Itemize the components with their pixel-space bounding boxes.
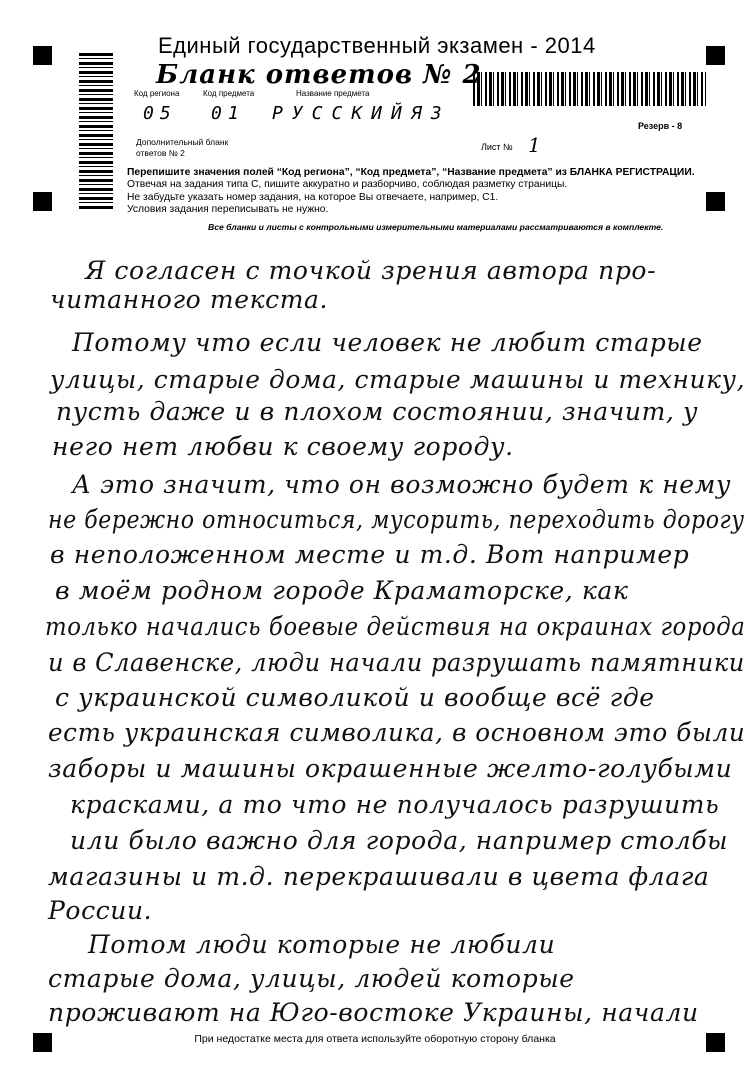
subject-name-value: РУССКИЙЯЗ bbox=[272, 103, 451, 124]
answer-line: него нет любви к своему городу. bbox=[52, 432, 514, 461]
answer-line: России. bbox=[48, 896, 153, 925]
answer-line: пусть даже и в плохом состоянии, значит, у bbox=[56, 397, 699, 426]
subject-name-label: Название предмета bbox=[296, 89, 370, 98]
exam-title: Единый государственный экзамен - 2014 bbox=[158, 33, 596, 58]
answer-line: не бережно относиться, мусорить, переходить дорогу bbox=[48, 505, 745, 534]
answer-line: красками, а то что не получалось разрушить bbox=[70, 790, 720, 819]
sheet-number-label: Лист № bbox=[481, 142, 513, 152]
additional-form-label: Дополнительный бланк ответов № 2 bbox=[136, 137, 229, 158]
answer-line: Я согласен с точкой зрения автора про- bbox=[85, 256, 657, 285]
subject-code-label: Код предмета bbox=[203, 89, 255, 98]
region-code-value: 05 bbox=[143, 103, 177, 124]
answer-line: только начались боевые действия на окраинах города bbox=[45, 612, 746, 641]
answer-line: старые дома, улицы, людей которые bbox=[48, 964, 575, 993]
footer-note: При недостатке места для ответа используйте оборотную сторону бланка bbox=[194, 1033, 556, 1045]
answer-line: читанного текста. bbox=[50, 285, 329, 314]
region-code-label: Код региона bbox=[134, 89, 180, 98]
answer-line: с украинской символикой и вообще всё где bbox=[55, 683, 655, 712]
instruction-line: Отвечая на задания типа С, пишите аккуратно и разборчиво, соблюдая разметку страницы. bbox=[127, 179, 568, 191]
instruction-line: Условия задания переписывать не нужно. bbox=[127, 204, 329, 216]
instruction-line: Не забудьте указать номер задания, на которое Вы отвечаете, например, С1. bbox=[127, 191, 499, 203]
answer-line: улицы, старые дома, старые машины и технику, bbox=[50, 365, 746, 394]
answer-line: есть украинская символика, в основном это были bbox=[48, 718, 746, 747]
answer-line: проживают на Юго-востоке Украины, начали bbox=[48, 998, 699, 1027]
answer-line: в моём родном городе Краматорске, как bbox=[55, 576, 629, 605]
answer-line: магазины и т.д. перекрашивали в цвета флага bbox=[48, 862, 710, 891]
answer-line: Потом люди которые не любили bbox=[88, 930, 556, 959]
answer-line: заборы и машины окрашенные желто-голубыми bbox=[48, 754, 733, 783]
answer-line: и в Славенске, люди начали разрушать памятники bbox=[48, 648, 745, 677]
form-title: Бланк ответов № 2 bbox=[156, 60, 482, 90]
answer-line: А это значит, что он возможно будет к нему bbox=[72, 470, 732, 499]
answer-line: или было важно для города, например столбы bbox=[70, 826, 729, 855]
answer-line: в неположенном месте и т.д. Вот например bbox=[50, 540, 690, 569]
instruction-line: Перепишите значения полей “Код региона”, “Код предмета”, “Название предмета” из БЛАНКА РЕГИСТРАЦИИ. bbox=[127, 167, 695, 178]
kit-note: Все бланки и листы с контрольными измерительными материалами рассматриваются в комплекте. bbox=[208, 222, 664, 232]
reserve-label: Резерв - 8 bbox=[638, 121, 683, 131]
answer-line: Потому что если человек не любит старые bbox=[72, 328, 703, 357]
subject-code-value: 01 bbox=[211, 103, 245, 124]
sheet-number-value: 1 bbox=[528, 133, 541, 157]
